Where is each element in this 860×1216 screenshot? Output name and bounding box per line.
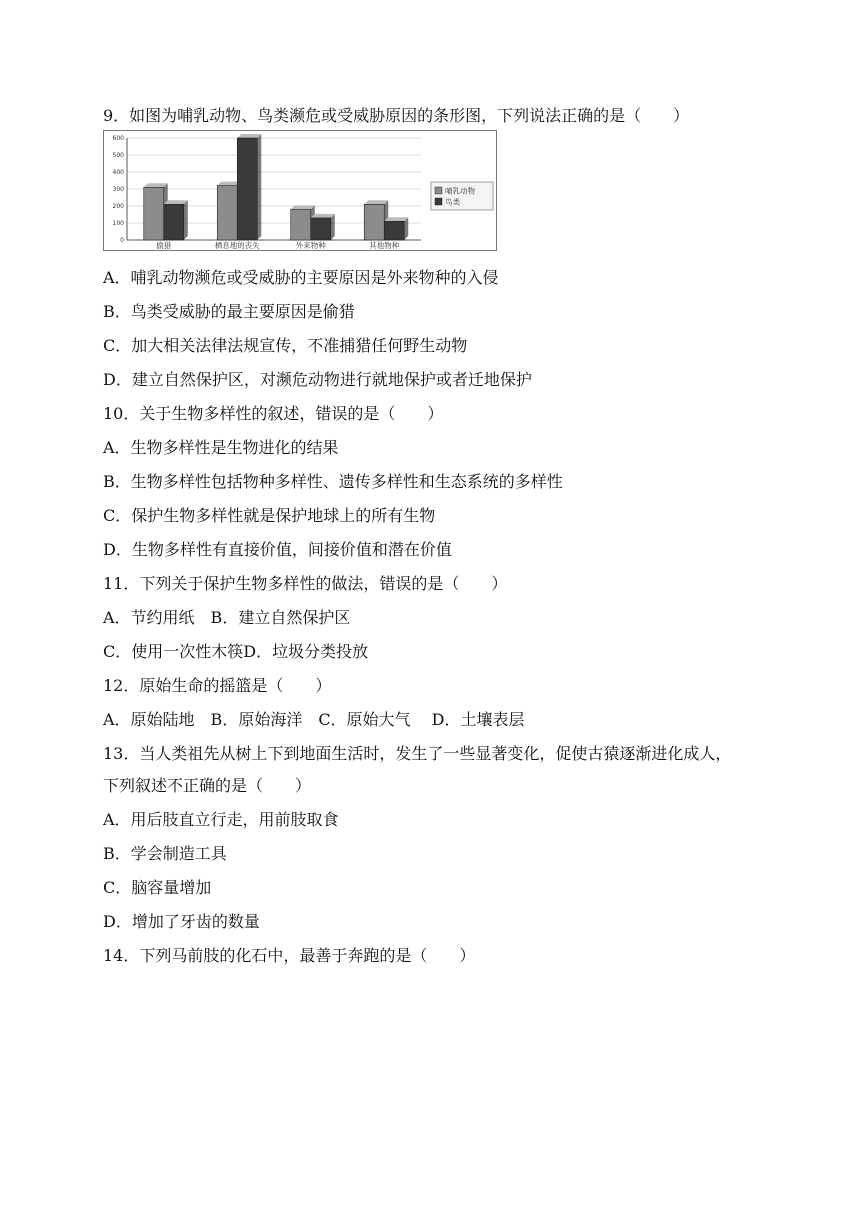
x-category-label: 偷猎 [156,241,172,250]
y-tick-label: 0 [120,237,124,244]
x-category-label: 外来物种 [295,241,326,250]
bar-side [257,134,261,240]
q11-options-ab: A．节约用纸 B．建立自然保护区 [103,608,351,627]
legend-label: 鸟类 [445,197,460,207]
bar-top [237,134,261,138]
q9-stem: 9．如图为哺乳动物、鸟类濒危或受威胁原因的条形图，下列说法正确的是（ ） [103,106,690,125]
bar-top [384,217,408,221]
q14-stem: 14．下列马前肢的化石中，最善于奔跑的是（ ） [103,946,476,965]
q11-options-cd: C．使用一次性木筷D．垃圾分类投放 [103,642,369,661]
legend-swatch [435,198,442,205]
q10-option-b: B．生物多样性包括物种多样性、遗传多样性和生态系统的多样性 [103,472,563,491]
bar-side [331,214,335,240]
q12-stem: 12．原始生命的摇篮是（ ） [103,676,332,695]
bar-top [311,214,335,218]
bar-top [291,205,315,209]
q13-option-d: D．增加了牙齿的数量 [103,912,260,931]
q13-option-c: C．脑容量增加 [103,878,212,897]
bar-top [144,183,168,187]
q10-option-c: C．保护生物多样性就是保护地球上的所有生物 [103,506,436,525]
q10-stem: 10．关于生物多样性的叙述，错误的是（ ） [103,404,444,423]
q9-option-b: B．鸟类受威胁的最主要原因是偷猎 [103,302,355,321]
bar [217,186,237,240]
q12-options: A．原始陆地 B．原始海洋 C．原始大气 D．土壤表层 [103,710,525,729]
y-tick-label: 100 [112,220,124,227]
q13-stem-line2: 下列叙述不正确的是（ ） [103,776,312,795]
bar-side [404,217,408,240]
bar [144,187,164,240]
q9-option-c: C．加大相关法律法规宣传，不准捕猎任何野生动物 [103,336,468,355]
x-category-label: 其他物种 [369,241,400,250]
y-tick-label: 600 [112,135,124,142]
y-tick-label: 300 [112,186,124,193]
chart-svg [103,130,498,252]
q10-option-d: D．生物多样性有直接价值，间接价值和潜在价值 [103,540,452,559]
legend-label: 哺乳动物 [445,186,475,196]
q9-option-d: D．建立自然保护区，对濒危动物进行就地保护或者迁地保护 [103,370,532,389]
bar [311,218,331,240]
bar-top [164,200,188,204]
x-category-label: 栖息地的丧失 [214,241,260,250]
bar-side [184,200,188,240]
q11-stem: 11．下列关于保护生物多样性的做法，错误的是（ ） [103,574,508,593]
q9-option-a: A．哺乳动物濒危或受威胁的主要原因是外来物种的入侵 [103,268,499,287]
q13-stem-line1: 13．当人类祖先从树上下到地面生活时，发生了一些显著变化，促使古猿逐渐进化成人， [103,744,732,763]
bar [384,221,404,240]
y-tick-label: 400 [112,169,124,176]
q10-option-a: A．生物多样性是生物进化的结果 [103,438,339,457]
threat-bar-chart [103,130,498,252]
legend-swatch [435,187,442,194]
q13-option-a: A．用后肢直立行走，用前肢取食 [103,810,339,829]
y-tick-label: 200 [112,203,124,210]
bar [364,204,384,240]
y-tick-label: 500 [112,152,124,159]
bar [291,209,311,240]
bar [237,138,257,240]
q13-option-b: B．学会制造工具 [103,844,227,863]
bar [164,204,184,240]
bar-top [364,200,388,204]
